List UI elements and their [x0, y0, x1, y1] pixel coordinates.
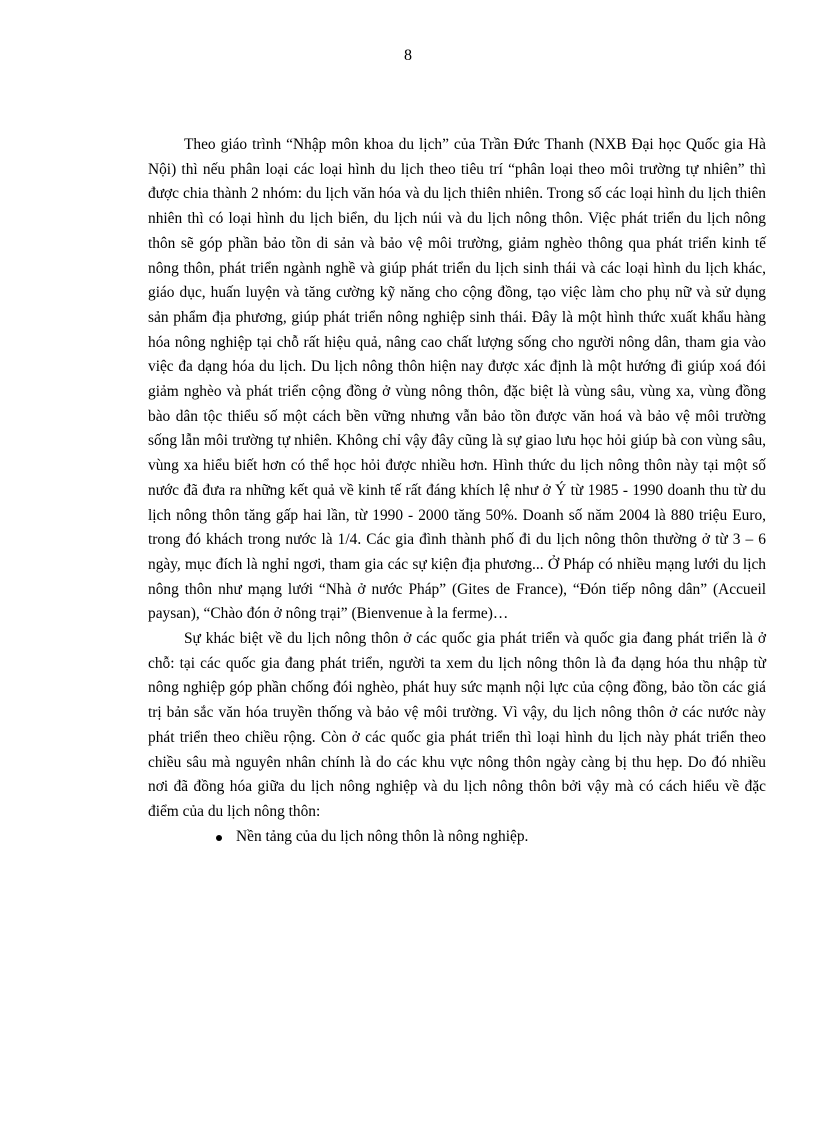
page-number: 8 [404, 47, 412, 64]
paragraph: Sự khác biệt về du lịch nông thôn ở các quốc gia phát triển và quốc gia đang phát triển là ở chỗ: tại các quốc gia đang phát triển, người ta xem du lịch nông thôn là đa dạng hóa thu nhập từ nông nghiệp góp phần chống đói nghèo, phát huy sức mạnh nội lực của cộng đồng, bảo tồn các giá trị bản sắc văn hóa truyền thống và bảo vệ môi trường. Vì vậy, du lịch nông thôn ở các nước này phát triển theo chiều rộng. Còn ở các quốc gia phát triển thì loại hình du lịch này phát triển theo chiều sâu mà nguyên nhân chính là do các khu vực nông thôn ngày càng bị thu hẹp. Do đó nhiều nơi đã đồng hóa giữa du lịch nông nghiệp và du lịch nông thôn bởi vậy mà có cách hiểu về đặc điểm của du lịch nông thôn: [148, 630, 766, 820]
list-item-text: Nền tảng của du lịch nông thôn là nông nghiệp. [236, 827, 529, 845]
bullet-icon [216, 835, 222, 841]
list-item [148, 825, 766, 850]
paragraph: Theo giáo trình “Nhập môn khoa du lịch” của Trần Đức Thanh (NXB Đại học Quốc gia Hà Nội) thì nếu phân loại các loại hình du lịch theo tiêu trí “phân loại theo môi trường tự nhiên” thì được chia thành 2 nhóm: du lịch văn hóa và du lịch thiên nhiên. Trong số các loại hình du lịch thiên nhiên thì có loại hình du lịch biển, du lịch núi và du lịch nông thôn. Việc phát triển du lịch nông thôn sẽ góp phần bảo tồn di sản và bảo vệ môi trường, giảm nghèo thông qua phát triển kinh tế nông thôn, phát triển ngành nghề và giúp phát triển du lịch sinh thái và các loại hình du lịch khác, giáo dục, huấn luyện và tăng cường kỹ năng cho cộng đồng, tạo việc làm cho phụ nữ và sử dụng sản phẩm địa phương, giúp phát triển nông nghiệp sinh thái. Đây là một hình thức xuất khẩu hàng hóa nông nghiệp tại chỗ rất hiệu quả, nâng cao chất lượng sống cho người nông dân, tham gia vào việc đa dạng hóa du lịch. Du lịch nông thôn hiện nay được xác định là một hướng đi giúp xoá đói giảm nghèo và phát triển cộng đồng ở vùng nông thôn, đặc biệt là vùng sâu, vùng xa, vùng đồng bào dân tộc thiểu số một cách bền vững nhưng vẫn bảo tồn được văn hoá và bảo vệ môi trường sống lẫn môi trường tự nhiên. Không chỉ vậy đây cũng là sự giao lưu học hỏi giúp bà con vùng sâu, vùng xa hiểu biết hơn có thể học hỏi được nhiều hơn. Hình thức du lịch nông thôn này tại một số nước đã đưa ra những kết quả về kinh tế rất đáng khích lệ như ở Ý từ 1985 - 1990 doanh thu từ du lịch nông thôn tăng gấp hai lần, từ 1990 - 2000 tăng 50%. Doanh số năm 2004 là 880 triệu Euro, trong đó khách trong nước là 1/4. Các gia đình thành phố đi du lịch nông thôn thường ở từ 3 – 6 ngày, mục đích là nghỉ ngơi, tham gia các sự kiện địa phương... Ở Pháp có nhiều mạng lưới du lịch nông thôn như mạng lưới “Nhà ở nước Pháp” (Gites de France), “Đón tiếp nông dân” (Accueil paysan), “Chào đón ở nông trại” (Bienvenue à la ferme)… [148, 136, 766, 623]
document-body [148, 133, 766, 849]
bullet-list [148, 825, 766, 850]
